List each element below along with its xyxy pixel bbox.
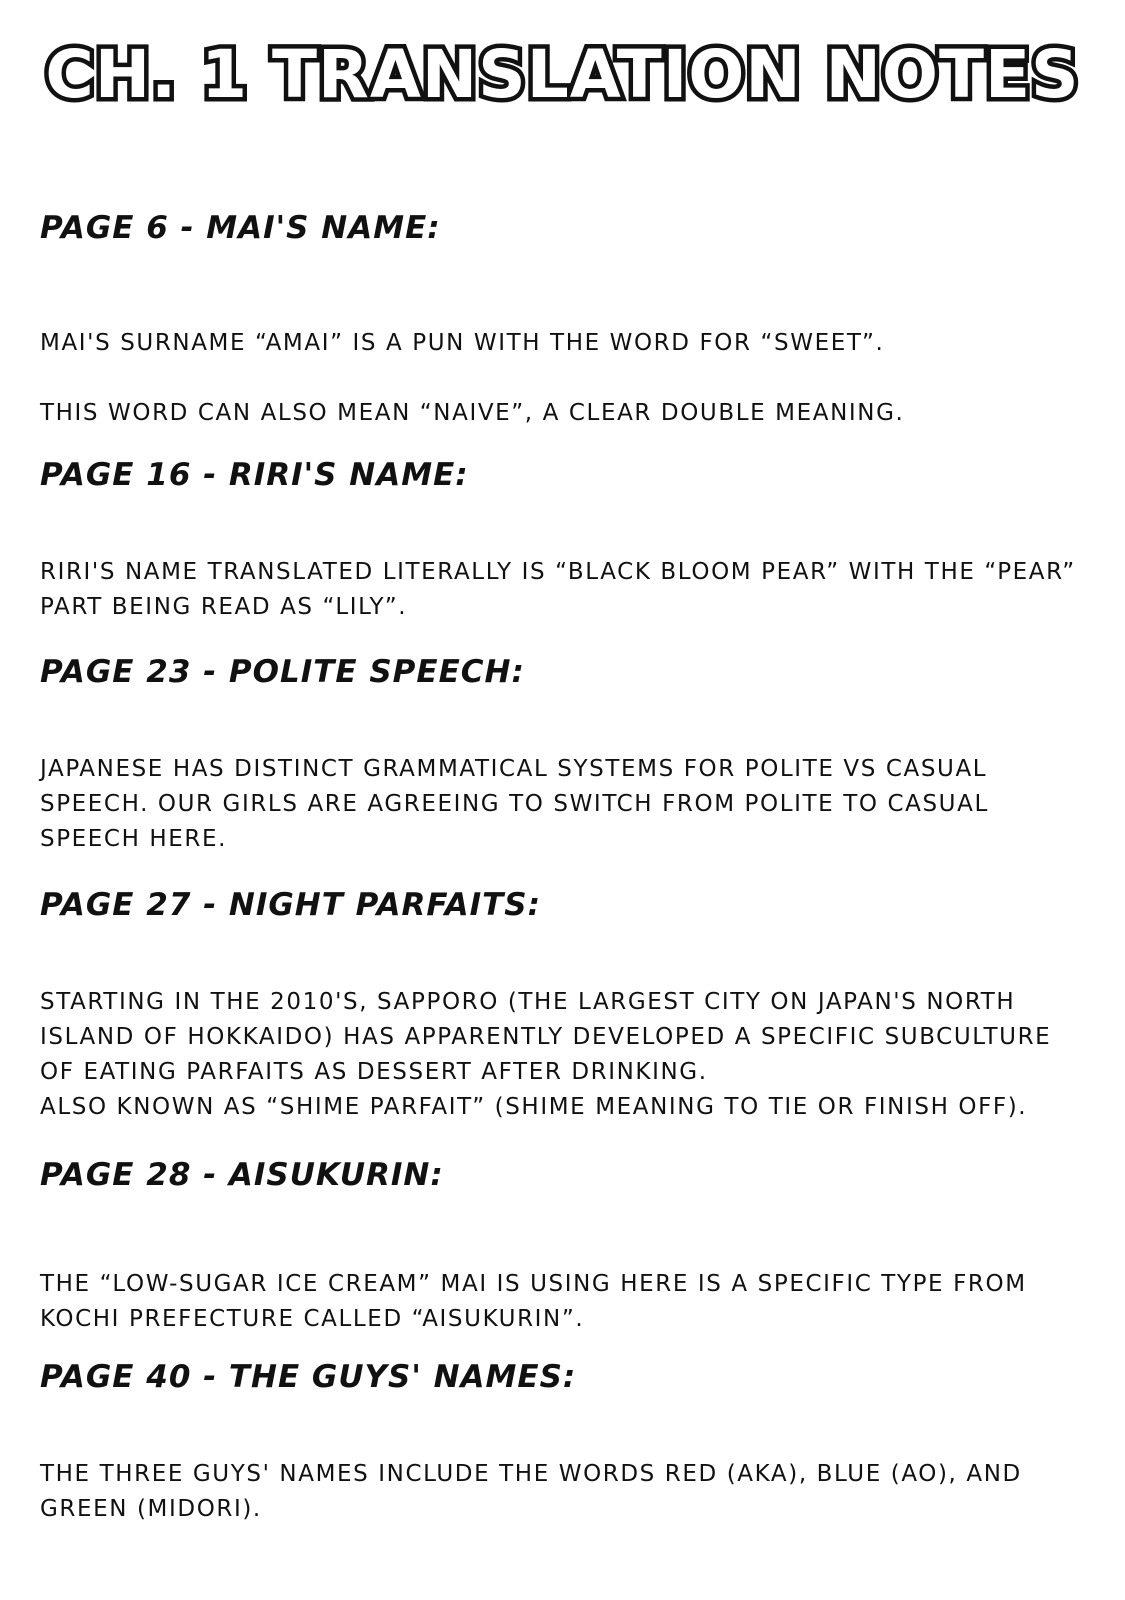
note-section: [40, 1157, 1090, 1337]
note-section: [40, 210, 1090, 431]
note-section: [40, 887, 1090, 1125]
note-line: PART BEING READ AS “LILY”.: [40, 594, 408, 620]
note-line: THE “LOW-SUGAR ICE CREAM” MAI IS USING HERE IS A SPECIFIC TYPE FROM: [40, 1271, 1027, 1297]
section-heading: PAGE 16 - RIRI'S NAME:: [40, 457, 469, 493]
note-section: [40, 457, 1090, 625]
note-paragraph: THIS WORD CAN ALSO MEAN “NAIVE”, A CLEAR DOUBLE MEANING.: [40, 400, 905, 426]
note-line: THE THREE GUYS' NAMES INCLUDE THE WORDS RED (AKA), BLUE (AO), AND: [40, 1461, 1022, 1487]
note-line: GREEN (MIDORI).: [40, 1496, 262, 1522]
note-line: ALSO KNOWN AS “SHIME PARFAIT” (SHIME MEANING TO TIE OR FINISH OFF).: [40, 1094, 1028, 1120]
note-paragraph: MAI'S SURNAME “AMAI” IS A PUN WITH THE WORD FOR “SWEET”.: [40, 330, 885, 356]
note-line: JAPANESE HAS DISTINCT GRAMMATICAL SYSTEMS FOR POLITE VS CASUAL: [40, 756, 988, 782]
note-line: OF EATING PARFAITS AS DESSERT AFTER DRINKING.: [40, 1059, 708, 1085]
note-line: STARTING IN THE 2010'S, SAPPORO (THE LARGEST CITY ON JAPAN'S NORTH: [40, 989, 1016, 1015]
page-title: CH. 1 TRANSLATION NOTES: [45, 36, 1080, 113]
section-heading: PAGE 6 - MAI'S NAME:: [40, 210, 441, 246]
note-section: [40, 1359, 1090, 1527]
section-heading: PAGE 40 - THE GUYS' NAMES:: [40, 1359, 577, 1395]
section-heading: PAGE 27 - NIGHT PARFAITS:: [40, 887, 541, 923]
note-line: RIRI'S NAME TRANSLATED LITERALLY IS “BLACK BLOOM PEAR” WITH THE “PEAR”: [40, 559, 1076, 585]
note-line: KOCHI PREFECTURE CALLED “AISUKURIN”.: [40, 1306, 585, 1332]
note-section: [40, 654, 1090, 857]
note-line: SPEECH HERE.: [40, 826, 228, 852]
section-heading: PAGE 23 - POLITE SPEECH:: [40, 654, 525, 690]
note-line: SPEECH. OUR GIRLS ARE AGREEING TO SWITCH FROM POLITE TO CASUAL: [40, 791, 989, 817]
section-heading: PAGE 28 - AISUKURIN:: [40, 1157, 444, 1193]
note-line: ISLAND OF HOKKAIDO) HAS APPARENTLY DEVELOPED A SPECIFIC SUBCULTURE: [40, 1024, 1052, 1050]
